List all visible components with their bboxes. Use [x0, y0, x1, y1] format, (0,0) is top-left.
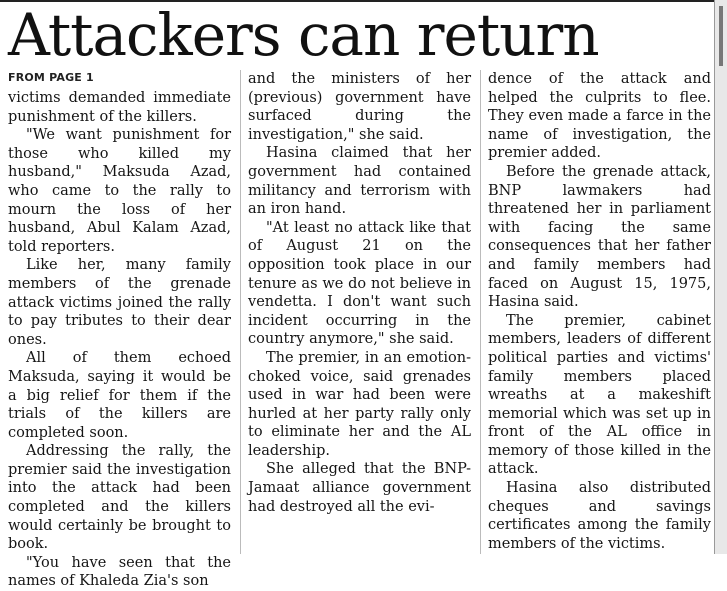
article-paragraph: Addressing the rally, the premier said the investigation into the attack had been completed and the killers would certainly be brought to book. [8, 443, 231, 553]
article-paragraph: Like her, many family members of the grenade attack victims joined the rally to pay tributes to their dear ones. [8, 257, 231, 348]
scrollbar-thumb[interactable] [719, 6, 723, 66]
article-paragraph: and the ministers of her (previous) government have surfaced during the investigation," she said. [248, 71, 471, 143]
article-paragraph: "At least no attack like that of August 21 on the opposition took place in our tenure as we do not believe in vendetta. I don't want such incident occurring in the country anymore," she said. [248, 219, 471, 348]
article-paragraph: Hasina claimed that her government had contained militancy and terrorism with an iron hand. [248, 145, 471, 218]
continuation-kicker: FROM PAGE 1 [8, 71, 94, 84]
article-paragraph: "You have seen that the names of Khaleda Zia's son [8, 554, 231, 590]
article-paragraph: She alleged that the BNP-Jamaat alliance government had destroyed all the evi- [248, 461, 471, 515]
article-paragraph: dence of the attack and helped the culprits to flee. They even made a farce in the name of investigation, the premier added. [488, 71, 711, 162]
scrollbar[interactable] [714, 0, 727, 554]
article-column-1 [8, 89, 231, 591]
article-column-3 [488, 70, 711, 553]
article-paragraph: Hasina also distributed cheques and savings certificates among the family members of the victims. [488, 480, 711, 552]
article-paragraph: Before the grenade attack, BNP lawmakers had threatened her in parliament with facing the same consequences that her father and family members had faced on August 15, 1975, Hasina said. [488, 163, 711, 311]
column-divider [240, 70, 241, 554]
article-paragraph: victims demanded immediate punishment of the killers. [8, 90, 231, 125]
article-paragraph: The premier, cabinet members, leaders of different political parties and victims' family members placed wreaths at a makeshift memorial which was set up in front of the AL office in memory of those killed in the attack. [488, 312, 711, 478]
column-divider [480, 70, 481, 554]
headline: Attackers can return [8, 1, 599, 69]
article-paragraph: "We want punishment for those who killed my husband," Maksuda Azad, who came to the rally to mourn the loss of her husband, Abul Kalam Azad, told reporters. [8, 127, 231, 255]
article-paragraph: All of them echoed Maksuda, saying it would be a big relief for them if the trials of the killers are completed soon. [8, 350, 231, 441]
article-paragraph: The premier, in an emotion-choked voice, said grenades used in war had been were hurled at her party rally only to eliminate her and the AL leadership. [248, 349, 471, 459]
article-column-2 [248, 70, 471, 516]
